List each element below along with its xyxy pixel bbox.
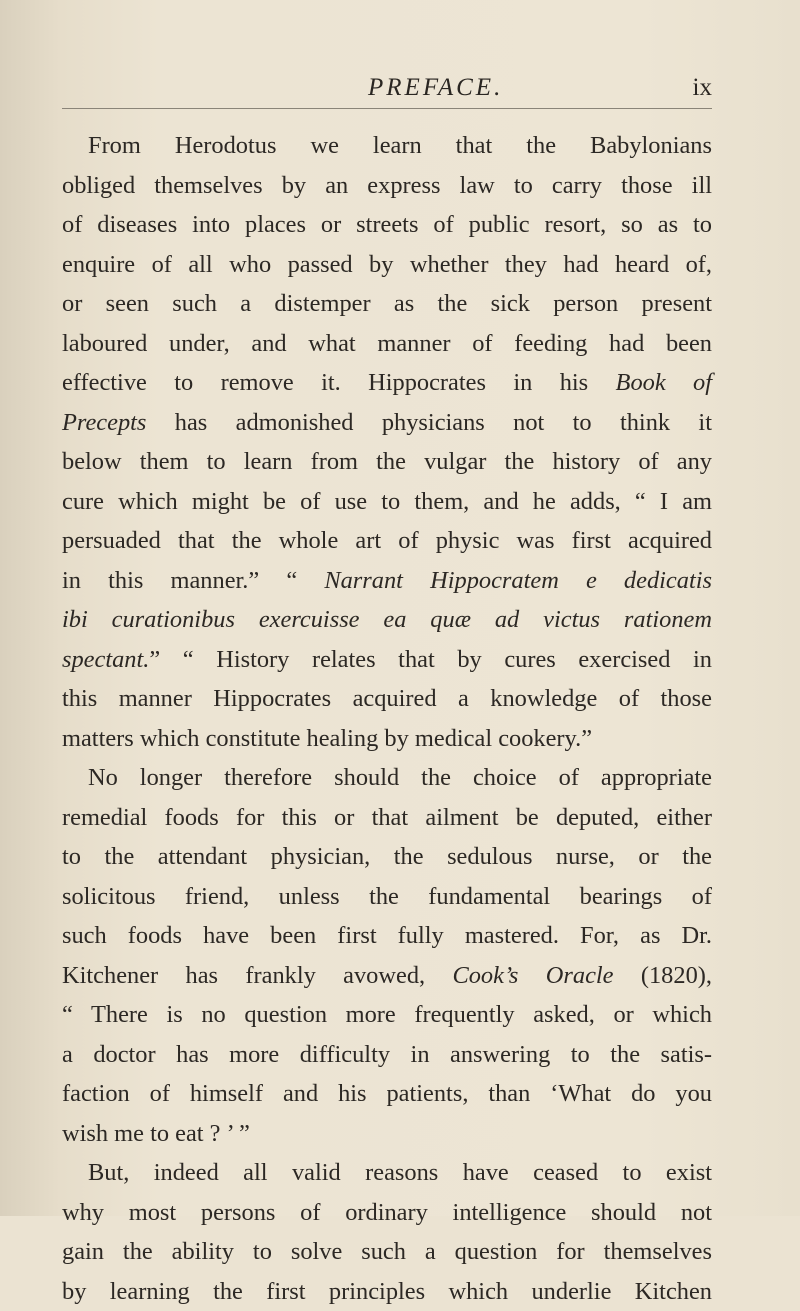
- text-segment: ” “ History relates that by cures exercised in: [149, 646, 712, 673]
- text-segment: matters which constitute healing by medical cookery.”: [62, 725, 592, 752]
- text-line: [62, 1272, 712, 1311]
- text-segment: (1820),: [614, 962, 712, 989]
- text-segment: to the attendant physician, the sedulous nurse, or the: [62, 843, 712, 870]
- text-line: [62, 1232, 712, 1272]
- text-line: [62, 363, 712, 403]
- text-line: [62, 640, 712, 680]
- italic-text: Narrant Hippocratem e dedicatis: [324, 567, 712, 594]
- text-line: [62, 956, 712, 996]
- text-segment: below them to learn from the vulgar the history of any: [62, 448, 712, 475]
- text-segment: by learning the first principles which underlie Kitchen: [62, 1278, 712, 1305]
- text-segment: laboured under, and what manner of feeding had been: [62, 330, 712, 357]
- text-line: [62, 442, 712, 482]
- text-segment: or seen such a distemper as the sick person present: [62, 290, 712, 317]
- italic-text: ibi curationibus exercuisse ea quæ ad victus rationem: [62, 606, 712, 633]
- text-segment: wish me to eat ? ’ ”: [62, 1120, 250, 1147]
- italic-text: Cook’s Oracle: [452, 962, 613, 989]
- text-line: [62, 126, 712, 166]
- text-line: [62, 482, 712, 522]
- text-line: [62, 798, 712, 838]
- text-line: [62, 758, 712, 798]
- text-segment: From Herodotus we learn that the Babylonians: [88, 132, 712, 159]
- text-line: [62, 719, 712, 759]
- text-segment: No longer therefore should the choice of appropriate: [88, 764, 712, 791]
- text-segment: faction of himself and his patients, than ‘What do you: [62, 1080, 712, 1107]
- text-line: [62, 205, 712, 245]
- text-segment: cure which might be of use to them, and he adds, “ I am: [62, 488, 712, 515]
- text-line: [62, 1153, 712, 1193]
- text-segment: But, indeed all valid reasons have ceased to exist: [88, 1159, 712, 1186]
- text-line: [62, 324, 712, 364]
- text-line: [62, 166, 712, 206]
- text-segment: remedial foods for this or that ailment be deputed, either: [62, 804, 712, 831]
- running-title: PREFACE.: [368, 74, 503, 102]
- text-line: [62, 1074, 712, 1114]
- text-line: [62, 1035, 712, 1075]
- text-line: [62, 561, 712, 601]
- text-line: [62, 245, 712, 285]
- page-header: [62, 74, 712, 106]
- text-segment: persuaded that the whole art of physic was first acquired: [62, 527, 712, 554]
- text-segment: such foods have been first fully mastered. For, as Dr.: [62, 922, 712, 949]
- text-segment: enquire of all who passed by whether they had heard of,: [62, 251, 712, 278]
- text-segment: effective to remove it. Hippocrates in his: [62, 369, 616, 396]
- page-number: ix: [693, 74, 712, 102]
- header-rule: [62, 108, 712, 109]
- text-line: [62, 837, 712, 877]
- italic-text: spectant.: [62, 646, 149, 673]
- text-segment: has admonished physicians not to think it: [146, 409, 712, 436]
- text-line: [62, 995, 712, 1035]
- text-segment: of diseases into places or streets of public resort, so as to: [62, 211, 712, 238]
- italic-text: Book of: [616, 369, 712, 396]
- text-line: [62, 403, 712, 443]
- text-segment: obliged themselves by an express law to carry those ill: [62, 172, 712, 199]
- italic-text: Precepts: [62, 409, 146, 436]
- text-line: [62, 600, 712, 640]
- text-line: [62, 284, 712, 324]
- text-segment: gain the ability to solve such a question for themselves: [62, 1238, 712, 1265]
- body-text: [62, 126, 712, 1311]
- text-segment: in this manner.” “: [62, 567, 324, 594]
- text-segment: solicitous friend, unless the fundamental bearings of: [62, 883, 712, 910]
- text-line: [62, 1193, 712, 1233]
- text-segment: a doctor has more difficulty in answering to the satis-: [62, 1041, 712, 1068]
- text-line: [62, 1114, 712, 1154]
- text-line: [62, 916, 712, 956]
- text-segment: this manner Hippocrates acquired a knowledge of those: [62, 685, 712, 712]
- text-segment: Kitchener has frankly avowed,: [62, 962, 452, 989]
- text-segment: why most persons of ordinary intelligence should not: [62, 1199, 712, 1226]
- text-segment: “ There is no question more frequently asked, or which: [62, 1001, 712, 1028]
- text-line: [62, 877, 712, 917]
- text-line: [62, 521, 712, 561]
- text-line: [62, 679, 712, 719]
